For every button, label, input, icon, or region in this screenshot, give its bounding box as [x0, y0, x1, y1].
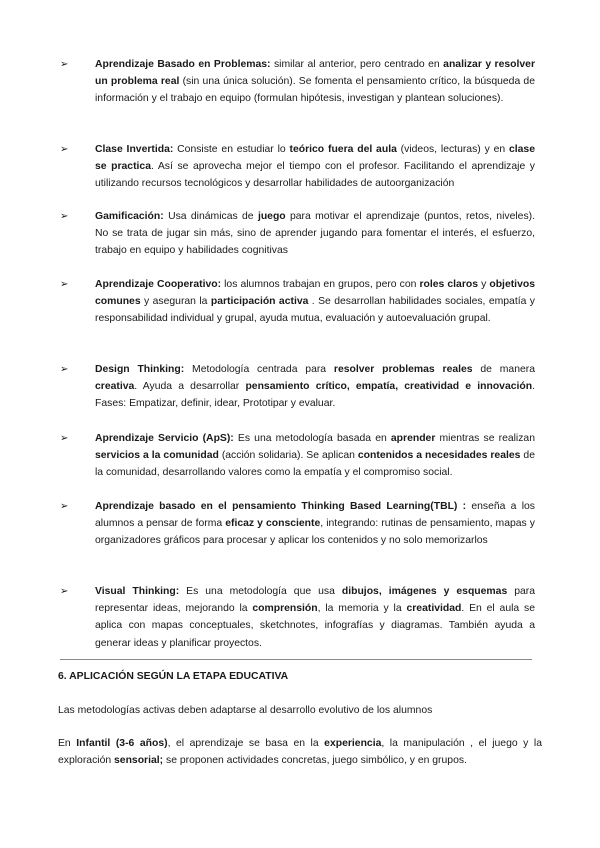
bold-text-run: Clase Invertida: — [95, 144, 174, 155]
arrow-bullet-icon: ➢ — [60, 144, 69, 155]
infantil-paragraph — [58, 735, 542, 769]
bold-text-run: comprensión — [252, 603, 318, 615]
arrow-bullet-icon: ➢ — [60, 279, 69, 290]
list-item — [60, 208, 535, 260]
arrow-bullet-icon: ➢ — [60, 364, 69, 375]
item-text — [77, 361, 535, 413]
text-run: , la manipulación , el juego y la exploración — [58, 738, 542, 767]
text-run: . Ayuda a desarrollar — [134, 381, 246, 393]
text-run: para motivar el aprendizaje (puntos, retos, niveles). No se trata de jugar sin más, sino de aprender jugando para fomentar el interés, el esfuerzo, trabajo en equipo y habilidades cognitivas — [95, 211, 535, 257]
bold-text-run: Gamificación: — [95, 211, 164, 222]
item-text — [77, 276, 535, 328]
bold-text-run: Aprendizaje basado en el pensamiento Thinking Based Learning(TBL) : — [95, 501, 467, 512]
text-run: enseña a los alumnos a pensar de forma — [95, 501, 535, 530]
text-run: y — [478, 279, 490, 290]
bold-text-run: analizar y resolver un problema real — [95, 59, 535, 88]
arrow-bullet-icon: ➢ — [60, 501, 69, 512]
bold-text-run: aprender — [390, 433, 436, 444]
list-item — [60, 583, 536, 652]
item-text — [77, 583, 535, 652]
list-item — [60, 361, 535, 413]
text-run: Metodología centrada para — [184, 364, 334, 375]
item-text — [77, 141, 535, 193]
text-run: mientras se realizan — [435, 433, 535, 444]
text-run: . Se desarrollan habilidades sociales, empatía y responsabilidad individual y grupal, ayuda mutua, evaluación y autoevaluación grupal. — [95, 296, 535, 325]
bold-text-run: Aprendizaje Cooperativo: — [95, 279, 222, 290]
bold-text-run: servicios a la comunidad — [95, 450, 219, 462]
text-run: para representar ideas, mejorando la — [95, 586, 536, 615]
bold-text-run: clase se practica — [95, 144, 535, 173]
bold-text-run: roles claros — [419, 279, 479, 290]
bold-text-run: Design Thinking: — [95, 364, 185, 375]
bold-text-run: objetivos comunes — [95, 279, 535, 308]
text-run: , integrando: rutinas de pensamiento, mapas y organizadores gráficos para procesar y aplicar los contenidos y no solo memorizarlos — [95, 518, 535, 547]
text-run: , la memoria y la — [317, 603, 407, 615]
bold-text-run: experiencia — [324, 738, 382, 749]
text-run: En — [58, 738, 77, 749]
text-run: de manera — [472, 364, 535, 375]
arrow-bullet-icon: ➢ — [60, 211, 69, 222]
bold-text-run: Aprendizaje Basado en Problemas: — [95, 59, 271, 70]
text-run: se proponen actividades concretas, juego simbólico, y en grupos. — [163, 755, 467, 767]
text-run: similar al anterior, pero centrado en — [270, 59, 444, 70]
bold-text-run: Infantil (3-6 años) — [76, 738, 168, 749]
list-item — [60, 276, 535, 328]
bold-text-run: resolver problemas reales — [333, 364, 473, 375]
section-divider — [60, 659, 532, 660]
text-run: Usa dinámicas de — [163, 211, 258, 222]
bold-text-run: dibujos, imágenes y esquemas — [341, 586, 508, 597]
text-run: Es una metodología basada en — [233, 433, 391, 444]
text-run: Consiste en estudiar lo — [173, 144, 290, 155]
text-run: . Así se aprovecha mejor el tiempo con el profesor. Facilitando el aprendizaje y utilizando recursos tecnológicos y desarrollar habilidades de autoorganización — [95, 161, 535, 190]
bold-text-run: Visual Thinking: — [95, 586, 180, 597]
bold-text-run: creativa — [95, 381, 135, 393]
arrow-bullet-icon: ➢ — [60, 59, 69, 70]
text-run: (acción solidaria). Se aplican — [218, 450, 358, 462]
list-item — [60, 498, 535, 550]
list-item — [60, 56, 535, 108]
item-text — [77, 498, 535, 550]
section-heading: 6. APLICACIÓN SEGÚN LA ETAPA EDUCATIVA — [58, 671, 289, 682]
text-run: . En el aula se aplica con mapas conceptuales, sketchnotes, infografías y diagramas. También ayuda a generar ideas y planificar proyectos. — [95, 603, 535, 649]
text-run: . Fases: Empatizar, definir, idear, Prototipar y evaluar. — [95, 381, 535, 410]
text-run: (sin una única solución). Se fomenta el pensamiento crítico, la búsqueda de información y el trabajo en equipo (formulan hipótesis, investigan y plantean soluciones). — [95, 76, 535, 105]
list-item — [60, 430, 535, 482]
text-run: (videos, lecturas) y en — [396, 144, 509, 155]
text-run: de la comunidad, desarrollando valores como la empatía y el compromiso social. — [95, 450, 535, 479]
text-run: Es una metodología que usa — [179, 586, 342, 597]
section-intro: Las metodologías activas deben adaptarse al desarrollo evolutivo de los alumnos — [58, 705, 433, 716]
arrow-bullet-icon: ➢ — [60, 433, 69, 444]
arrow-bullet-icon: ➢ — [60, 586, 69, 597]
text-run: y aseguran la — [140, 296, 211, 308]
bold-text-run: teórico fuera del aula — [289, 144, 397, 155]
item-text — [77, 56, 535, 108]
bold-text-run: sensorial; — [114, 755, 164, 767]
bold-text-run: eficaz y consciente — [225, 518, 321, 530]
text-run: , el aprendizaje se basa en la — [167, 738, 325, 749]
bold-text-run: pensamiento crítico, empatía, creatividad e innovación — [245, 381, 533, 393]
bold-text-run: creatividad — [406, 603, 462, 615]
item-text — [77, 430, 535, 482]
bold-text-run: contenidos a necesidades reales — [357, 450, 521, 462]
bold-text-run: participación activa — [210, 296, 309, 308]
list-item — [60, 141, 535, 193]
item-text — [77, 208, 535, 260]
bold-text-run: Aprendizaje Servicio (ApS): — [95, 433, 234, 444]
text-run: los alumnos trabajan en grupos, pero con — [221, 279, 420, 290]
bold-text-run: juego — [257, 211, 286, 222]
